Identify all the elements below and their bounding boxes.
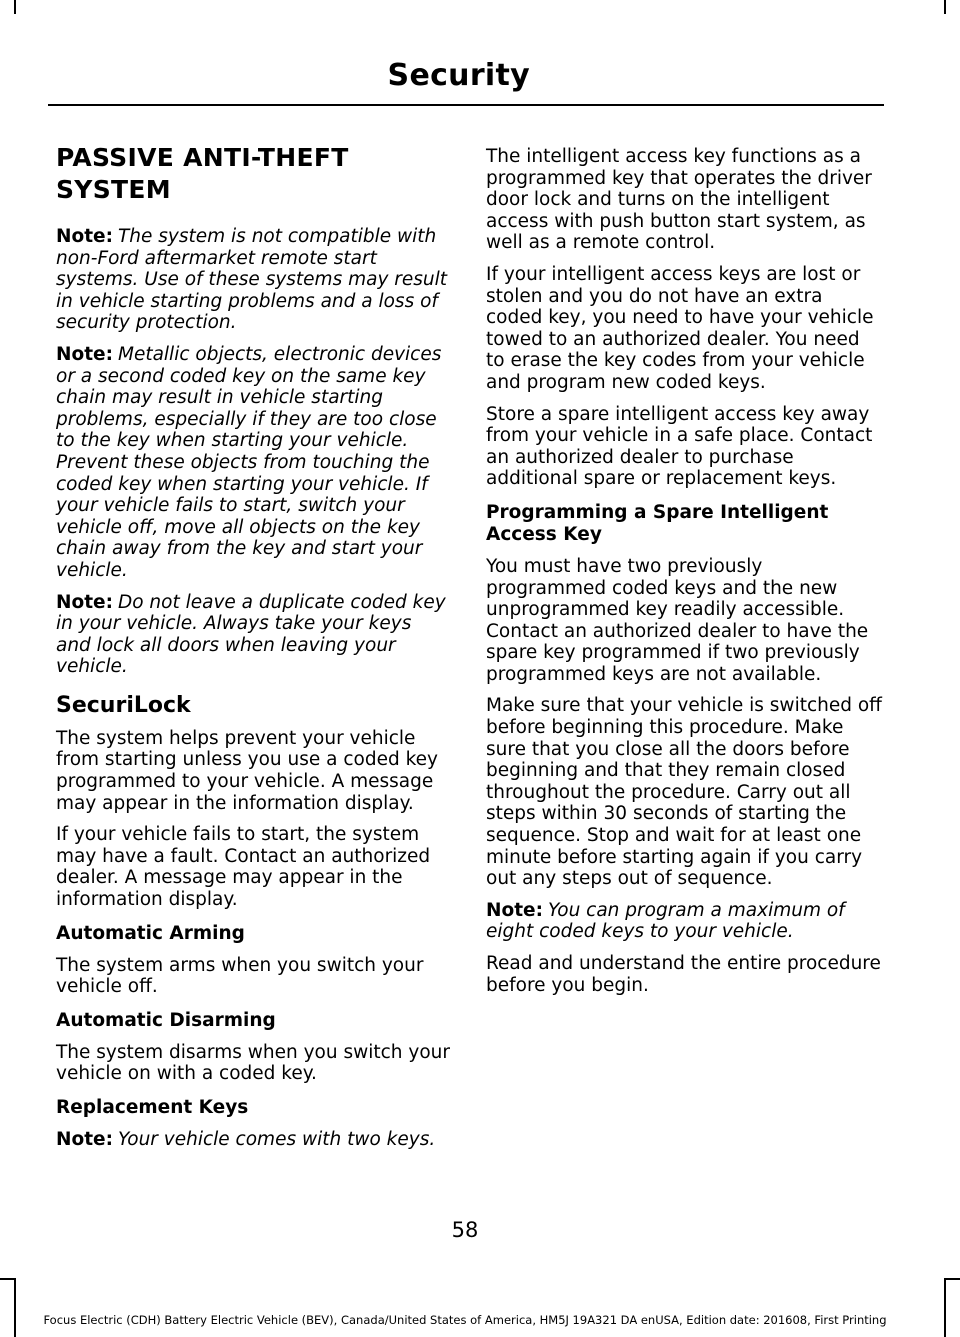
subheading: Replacement Keys <box>56 1097 249 1118</box>
note-text: Metallic objects, electronic devices or a second coded key on the same key chain may result in vehicle starting problems, especially if they are too close to the key when starting your vehicle. Prevent these objects from touching the coded key when starting your vehicle. If your vehicle fails to start, switch your vehicle off, move all objects on the key chain away from the key and start your vehicle. <box>56 343 442 581</box>
subheading: Programming a Spare Intelligent Access Key <box>486 501 829 545</box>
crop-mark <box>14 1280 16 1337</box>
body-paragraph: The system helps prevent your vehicle from starting unless you use a coded key programmed to your vehicle. A message may appear in the information display. <box>56 727 438 814</box>
body-paragraph: Make sure that your vehicle is switched off before beginning this procedure. Make sure that you close all the doors before beginning and that they remain closed throughout the procedure. Carry out all steps within 30 seconds of starting the sequence. Stop and wait for at least one minute before starting again if you carry out any steps out of sequence. <box>486 695 882 890</box>
header-divider <box>48 104 884 106</box>
note-text: You can program a maximum of eight coded keys to your vehicle. <box>486 899 845 943</box>
section-title: Security <box>387 58 530 93</box>
body-paragraph: Read and understand the entire procedure before you begin. <box>486 953 881 996</box>
note-text: Do not leave a duplicate coded key in your vehicle. Always take your keys and lock all doors when leaving your vehicle. <box>56 591 446 678</box>
subheading: Automatic Disarming <box>56 1009 276 1031</box>
crop-mark <box>944 1278 960 1280</box>
crop-mark <box>0 1278 16 1280</box>
left-column <box>56 142 450 1161</box>
body-paragraph: If your vehicle fails to start, the system may have a fault. Contact an authorized dealer. A message may appear in the information display. <box>56 824 431 911</box>
note-paragraph <box>56 1129 450 1151</box>
body-paragraph: If your intelligent access keys are lost or stolen and you do not have an extra coded key, you need to have your vehicle towed to an authorized dealer. You need to erase the key codes from your vehicle and program new coded keys. <box>486 263 874 393</box>
body-paragraph: Store a spare intelligent access key away from your vehicle in a safe place. Contact an authorized dealer to purchase additional spare or replacement keys. <box>486 403 873 490</box>
footer-text: Focus Electric (CDH) Battery Electric Vehicle (BEV), Canada/United States of America, HM5J 19A321 DA enUSA, Edition date: 201608, First Printing <box>43 1313 887 1327</box>
crop-mark <box>944 0 946 14</box>
note-paragraph <box>56 226 450 334</box>
note-label: Note: <box>56 226 113 247</box>
note-label: Note: <box>56 343 113 365</box>
subheading: Automatic Arming <box>56 922 245 944</box>
note-text: Your vehicle comes with two keys. <box>117 1129 436 1150</box>
subsection-heading: SecuriLock <box>56 692 191 718</box>
body-paragraph: You must have two previously programmed coded keys and the new unprogrammed key readily accessible. Contact an authorized dealer to have the spare key programmed if two previously programmed keys are not available. <box>486 555 869 685</box>
note-label: Note: <box>56 591 113 613</box>
section-heading: PASSIVE ANTI-THEFT SYSTEM <box>56 143 349 204</box>
crop-mark <box>14 0 16 14</box>
body-paragraph: The system arms when you switch your vehicle off. <box>56 954 424 998</box>
note-paragraph <box>56 344 450 582</box>
page-number: 58 <box>451 1218 479 1242</box>
body-paragraph: The system disarms when you switch your vehicle on with a coded key. <box>56 1041 450 1085</box>
right-column <box>486 146 882 1006</box>
note-paragraph <box>486 900 882 943</box>
note-text: The system is not compatible with non-Ford aftermarket remote start systems. Use of these systems may result in vehicle starting problems and a loss of security protection. <box>56 226 448 334</box>
note-label: Note: <box>486 899 543 921</box>
note-paragraph <box>56 592 450 678</box>
note-label: Note: <box>56 1129 113 1150</box>
crop-mark <box>944 1280 946 1337</box>
body-paragraph: The intelligent access key functions as a programmed key that operates the driver door lock and turns on the intelligent access with push button start system, as well as a remote control. <box>486 146 872 254</box>
